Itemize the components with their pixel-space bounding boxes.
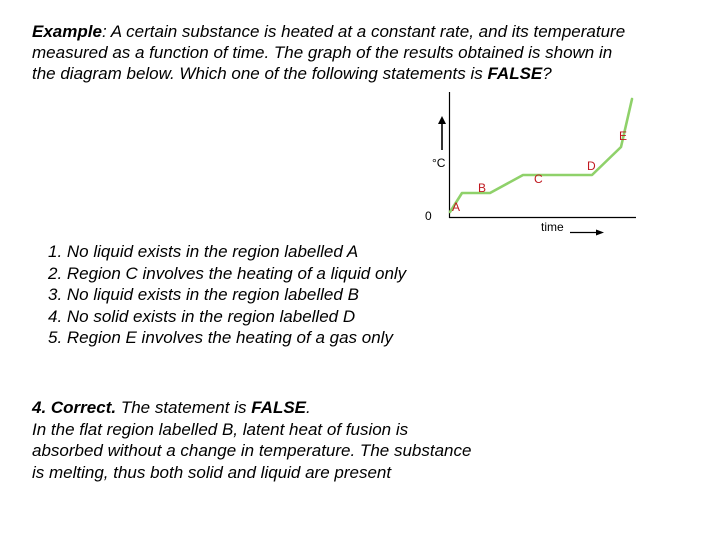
y-axis-label: °C <box>432 156 446 170</box>
answer-text <box>32 397 512 483</box>
option-1: 1. No liquid exists in the region labelled A <box>48 242 359 261</box>
question-line-3-end: ? <box>542 64 552 83</box>
question-line-2: measured as a function of time. The graph of the results obtained is shown in <box>32 43 613 62</box>
region-label-b: B <box>478 181 487 195</box>
option-5: 5. Region E involves the heating of a gas only <box>48 328 393 347</box>
question-emphasis: FALSE <box>487 64 543 83</box>
answer-line-1: In the flat region labelled B, latent heat of fusion is <box>32 419 409 439</box>
question-line-3: the diagram below. Which one of the following statements is <box>32 64 488 83</box>
heating-curve <box>450 99 632 212</box>
option-3: 3. No liquid exists in the region labelled B <box>48 285 359 304</box>
answer-line-2: absorbed without a change in temperature. The substance <box>32 441 472 460</box>
answer-emphasis: FALSE <box>251 398 307 417</box>
region-label-a: A <box>452 200 461 214</box>
question-label: Example <box>32 22 102 41</box>
heating-curve-graph <box>420 92 720 242</box>
answer-line-3: is melting, thus both solid and liquid are present <box>32 462 392 482</box>
x-axis-label: time <box>541 220 564 234</box>
temperature-arrow-head <box>438 116 446 124</box>
question-line-1: : A certain substance is heated at a constant rate, and its temperature <box>101 22 626 41</box>
region-label-e: E <box>619 129 628 143</box>
answer-verdict-rest: The statement is <box>116 398 252 417</box>
answer-verdict: 4. Correct. <box>32 398 117 417</box>
options-list <box>48 241 468 349</box>
option-4: 4. No solid exists in the region labelled D <box>48 306 356 326</box>
origin-label: 0 <box>425 209 432 223</box>
time-arrow-head <box>596 230 604 236</box>
answer-verdict-end: . <box>306 398 311 417</box>
question-text <box>32 21 692 84</box>
region-label-c: C <box>534 172 543 186</box>
region-label-d: D <box>587 159 596 173</box>
option-2: 2. Region C involves the heating of a liquid only <box>48 263 407 283</box>
